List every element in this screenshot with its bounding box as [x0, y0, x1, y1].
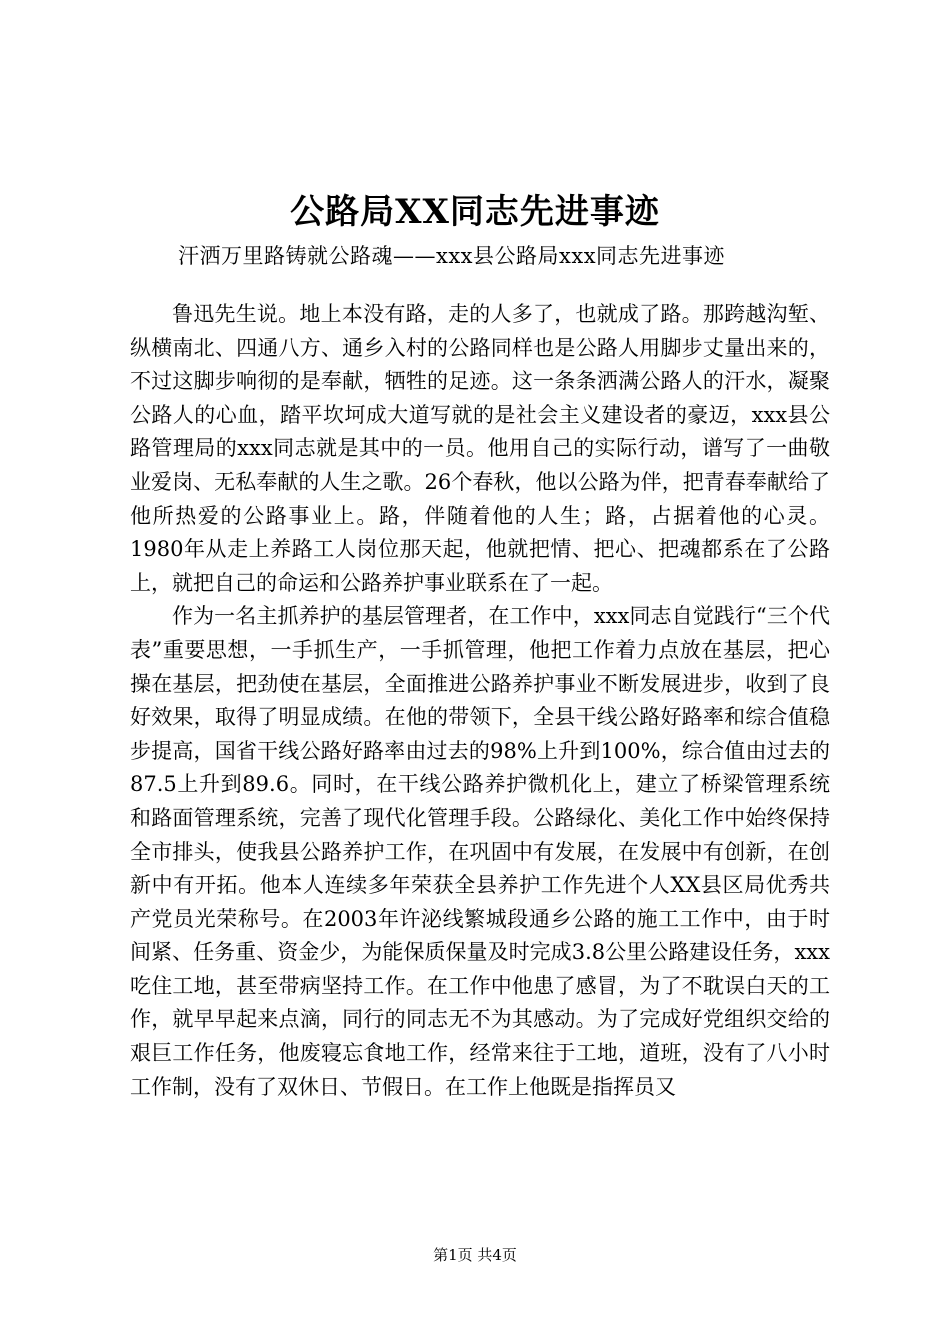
page-footer: 第1页 共4页 [433, 1246, 517, 1264]
document-body [130, 298, 830, 1104]
body-paragraph-1: 鲁迅先生说。地上本没有路，走的人多了，也就成了路。那跨越沟堑、纵横南北、四通八方、通乡入村的公路同样也是公路人用脚步丈量出来的，不过这脚步响彻的是奉献，牺牲的足迹。这一条条洒满公路人的汗水，凝聚公路人的心血，踏平坎坷成大道写就的是社会主义建设者的豪迈，xxx县公路管理局的xxx同志就是其中的一员。他用自己的实际行动，谱写了一曲敬业爱岗、无私奉献的人生之歌。26个春秋，他以公路为伴，把青春奉献给了他所热爱的公路事业上。路，伴随着他的人生；路，占据着他的心灵。1980年从走上养路工人岗位那天起，他就把情、把心、把魂都系在了公路上，就把自己的命运和公路养护事业联系在了一起。 [130, 302, 830, 595]
body-paragraph-2: 作为一名主抓养护的基层管理者，在工作中，xxx同志自觉践行“三个代表”重要思想，一手抓生产，一手抓管理，他把工作着力点放在基层，把心操在基层，把劲使在基层，全面推进公路养护事业不断发展进步，收到了良好效果，取得了明显成绩。在他的带领下，全县干线公路好路率和综合值稳步提高，国省干线公路好路率由过去的98%上升到100%，综合值由过去的87.5上升到89.6。同时，在干线公路养护微机化上，建立了桥梁管理系统和路面管理系统，完善了现代化管理手段。公路绿化、美化工作中始终保持全市排头，使我县公路养护工作，在巩固中有发展，在发展中有创新，在创新中有开拓。他本人连续多年荣获全县养护工作先进个人XX县区局优秀共产党员光荣称号。在2003年许泌线繁城段通乡公路的施工工作中，由于时间紧、任务重、资金少，为能保质保量及时完成3.8公里公路建设任务，xxx吃住工地，甚至带病坚持工作。在工作中他患了感冒，为了不耽误白天的工作，就早早起来点滴，同行的同志无不为其感动。为了完成好党组织交给的艰巨工作任务，他废寝忘食地工作，经常来往于工地，道班，没有了八小时工作制，没有了双休日、节假日。在工作上他既是指挥员又 [130, 604, 830, 1099]
document-subtitle: 汗洒万里路铸就公路魂——xxx县公路局xxx同志先进事迹 [178, 244, 726, 268]
document-title: 公路局XX同志先进事迹 [290, 192, 660, 232]
